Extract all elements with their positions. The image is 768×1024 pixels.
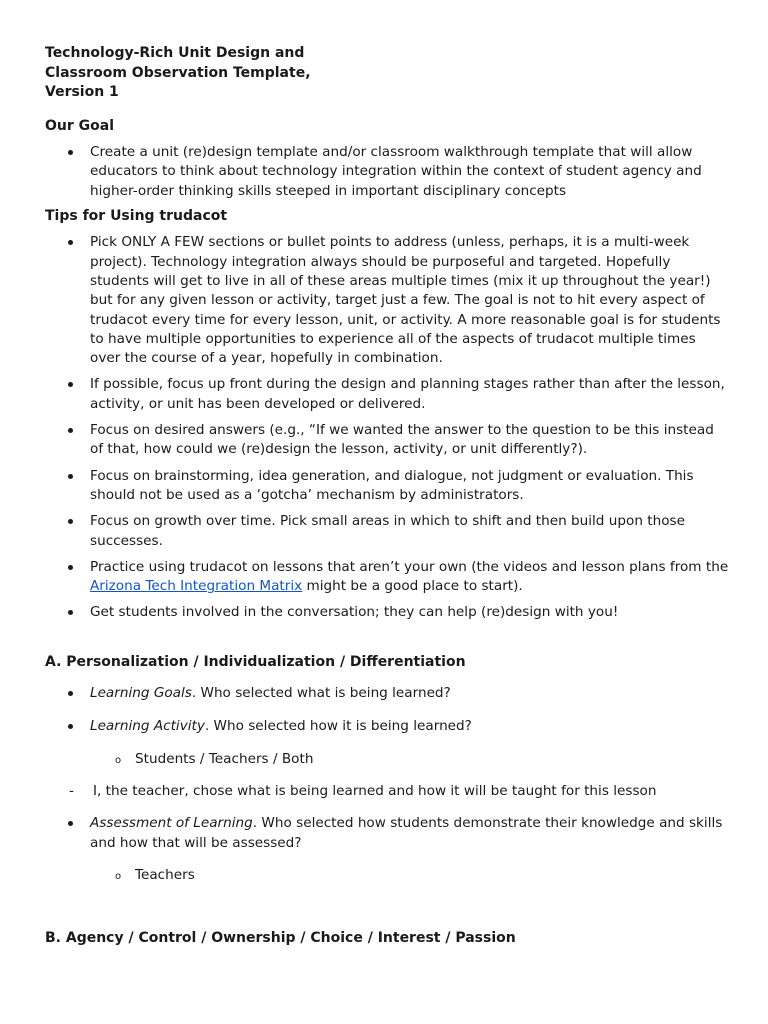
tip-item: Focus on growth over time. Pick small areas in which to shift and then build upon those successes. — [45, 512, 730, 551]
goal-list — [45, 143, 730, 201]
tips-heading: Tips for Using trudacot — [45, 207, 228, 224]
learning-goals-item — [45, 684, 730, 703]
title-line-3: Version 1 — [45, 84, 119, 100]
tip-item: Focus on brainstorming, idea generation, and dialogue, not judgment or evaluation. This should not be used as a ‘gotcha’ mechanism by administrators. — [45, 467, 730, 506]
learning-activity-answer: o Students / Teachers / Both — [45, 750, 730, 769]
teacher-note: - I, the teacher, chose what is being learned and how it will be taught for this lesson — [45, 782, 730, 801]
goal-heading: Our Goal — [45, 117, 115, 134]
section-b-heading: B. Agency / Control / Ownership / Choice / Interest / Passion — [45, 930, 516, 947]
learning-activity-item — [45, 717, 730, 736]
tip-item: Focus on desired answers (e.g., “If we wanted the answer to the question to be this instead of that, how could we (re)design the lesson, activity, or unit differently?). — [45, 421, 730, 460]
learning-goals-label: Learning Goals — [90, 685, 192, 702]
tip-item: If possible, focus up front during the design and planning stages rather than after the lesson, activity, or unit has been developed or delivered. — [45, 375, 730, 414]
title-line-2: Classroom Observation Template, — [45, 64, 311, 81]
tips-list — [45, 233, 730, 622]
title-line-1: Technology-Rich Unit Design and — [45, 45, 305, 61]
assessment-item — [45, 814, 730, 853]
learning-goals-question: . Who selected what is being learned? — [191, 685, 451, 702]
section-a-heading: A. Personalization / Individualization / Differentiation — [45, 653, 466, 670]
assessment-answer: o Teachers — [45, 866, 730, 885]
tip-item-practice — [45, 558, 730, 597]
assessment-list — [45, 814, 730, 853]
practice-text-before: Practice using trudacot on lessons that aren’t your own (the videos and lesson plans from the — [90, 558, 729, 575]
document-page — [45, 44, 730, 949]
assessment-question: . Who selected how students demonstrate their knowledge and skills and how that will be assessed? — [90, 815, 723, 851]
learning-activity-question: . Who selected how it is being learned? — [204, 717, 472, 734]
practice-text-after: might be a good place to start). — [302, 578, 523, 595]
goal-bullet: Create a unit (re)design template and/or classroom walkthrough template that will allow educators to think about technology integration within the context of student agency and higher-order thinking skills steeped in important disciplinary concepts — [45, 143, 730, 201]
section-a-list — [45, 684, 730, 736]
learning-activity-label: Learning Activity — [90, 717, 205, 734]
arizona-matrix-link[interactable]: Arizona Tech Integration Matrix — [90, 578, 303, 595]
assessment-label: Assessment of Learning — [90, 815, 253, 832]
tip-item: Get students involved in the conversation; they can help (re)design with you! — [45, 603, 730, 622]
tip-item: Pick ONLY A FEW sections or bullet points to address (unless, perhaps, it is a multi-week project). Technology integration always should be purposeful and targeted. Hopefully students will get to live in all of these areas multiple times (mix it up throughout the year!) but for any given lesson or activity, target just a few. The goal is not to hit every aspect of trudacot every time for every lesson, unit, or activity. A more reasonable goal is for students to have multiple opportunities to experience all of the aspects of trudacot multiple times over the course of a year, hopefully in combination. — [45, 233, 730, 368]
document-title — [45, 44, 730, 103]
